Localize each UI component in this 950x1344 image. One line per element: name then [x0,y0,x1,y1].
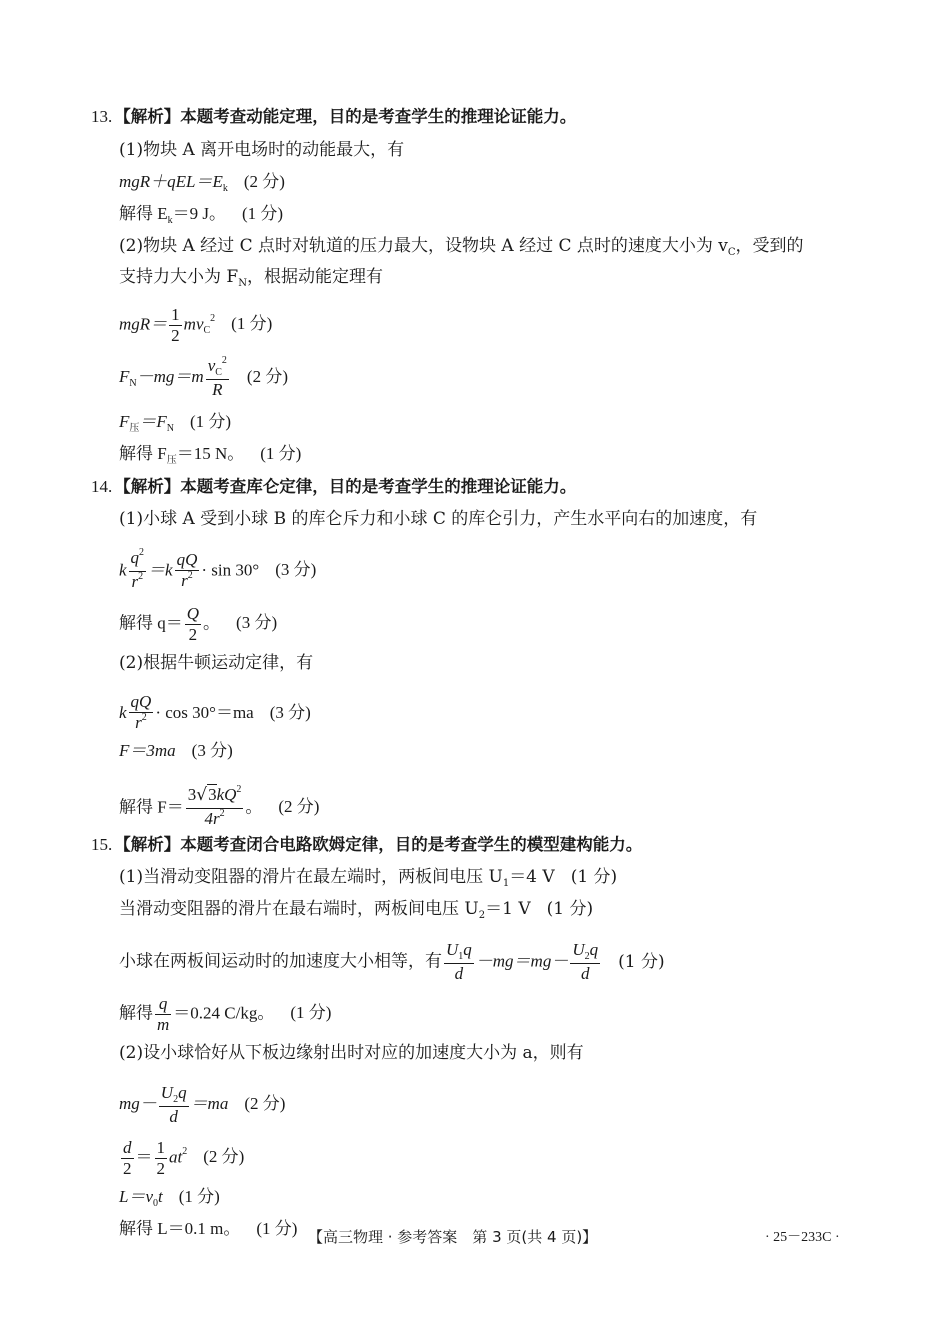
q13-part2-line1: (2)物块 A 经过 C 点时对轨道的压力最大，设物块 A 经过 C 点时的速度大小为 $v_C$，受到的 [119,236,804,258]
q15-part1-line1: (1)当滑动变阻器的滑片在最左端时，两板间电压 $U_1=4$ V (1 分) [119,867,618,889]
q13-eq1: $mgR+qEL=E_k$ (2 分) [119,172,285,194]
q13-heading: 13. 【解析】本题考查动能定理，目的是考查学生的推理论证能力。 [91,107,577,126]
q15-eq3: $\frac{d}{2}$ ＝ $\frac{1}{2}$ $at^2$ (2 分) [123,1138,245,1178]
q15-eq5: 解得 L＝0.1 m。 (1 分) [119,1219,298,1238]
q14-eq5: 解得 F＝ $\frac{3√3kQ^2}{4r^2}$ 。 (2 分) [119,785,319,832]
q14-part1: (1)小球 A 受到小球 B 的库仑斥力和小球 C 的库仑引力，产生水平向右的加速度，有 [119,509,758,529]
page-footer: 【高三物理 · 参考答案 第 3 页(共 4 页)】 [308,1228,598,1246]
q14-eq4: F＝3ma (3 分) [119,741,233,760]
q14-eq2: 解得 q＝ $\frac{Q}{2}$ 。 (3 分) [119,604,278,644]
q14-heading: 14. 【解析】本题考查库仑定律，目的是考查学生的推理论证能力。 [91,477,577,496]
q13-eq5: $F_压=F_N$ (1 分) [119,412,232,434]
q14-part2: (2)根据牛顿运动定律，有 [119,653,314,673]
q15-part2: (2)设小球恰好从下板边缘射出时对应的加速度大小为 a，则有 [119,1043,584,1063]
q14-eq3: k $\frac{qQ}{r^2}$ · cos 30°＝ma (3 分) [119,692,311,736]
q15-part1-line2: 当滑动变阻器的滑片在最右端时，两板间电压 $U_2=1$ V (1 分) [119,899,594,921]
q13-part2-line2: 支持力大小为 $F_N$，根据动能定理有 [119,267,383,289]
q13-eq3: mgR＝ $\frac{1}{2}$ $mv_C^2$ (1 分) [119,305,273,345]
q15-heading: 15. 【解析】本题考查闭合电路欧姆定律，目的是考查学生的模型建构能力。 [91,835,643,854]
document-code: · 25－233C · [765,1230,840,1245]
q13-eq6: 解得 $F_压=15$ N。 (1 分) [119,444,302,466]
q15-eq1: 解得 $\frac{q}{m}$ ＝0.24 C/kg。 (1 分) [119,994,332,1034]
q14-eq1: k $\frac{q^2}{r^2}$ ＝k $\frac{qQ}{r^2}$ · sin 30° (3 分) [119,548,316,595]
q15-eq4: $L=v_0t$ (1 分) [119,1187,220,1209]
q13-eq4: $F_N-mg=m$ $\frac{v_C^2}{R}$ (2 分) [119,355,288,399]
q15-part1-line3: 小球在两板间运动时的加速度大小相等，有 $\frac{U_1q}{d}$ －mg＝mg－ $\frac{U_2q}{d}$ (1 分) [119,940,665,983]
q13-part1: (1)物块 A 离开电场时的动能最大，有 [119,140,405,160]
q15-eq2: mg－ $\frac{U_2q}{d}$ ＝ma (2 分) [119,1083,286,1126]
q13-eq2: 解得 $E_k=9$ J。 (1 分) [119,204,284,226]
